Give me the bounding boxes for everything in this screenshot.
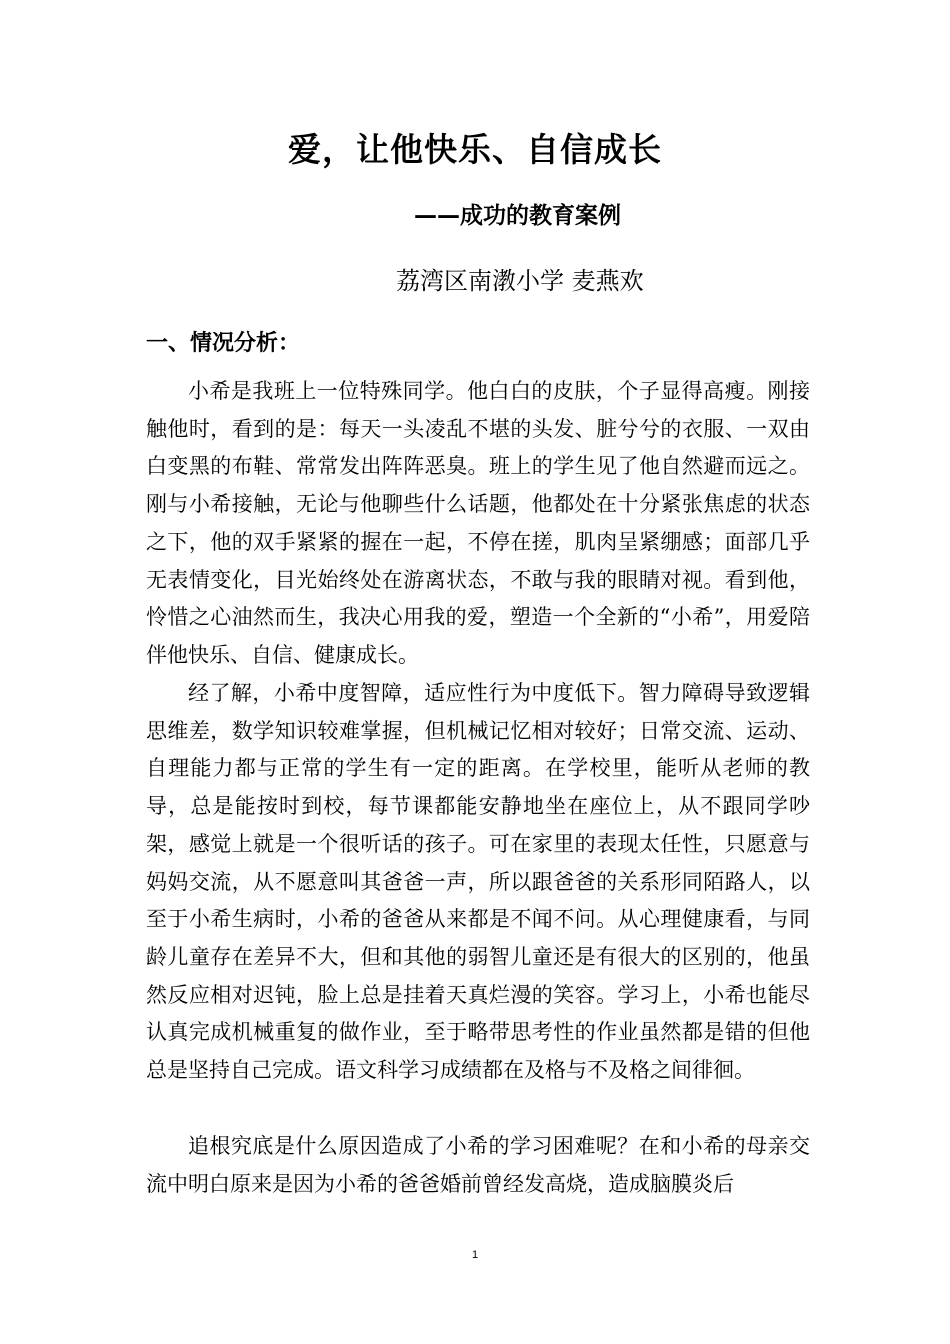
page-number: 1 [471,1249,479,1261]
section-heading: 一、情况分析： [146,331,301,356]
document-subtitle: ——成功的教育案例 [414,203,621,229]
paragraph-block-3 [146,1128,810,1203]
paragraph: 小希是我班上一位特殊同学。他白白的皮肤，个子显得高瘦。刚接触他时，看到的是：每天一头凌乱不堪的头发、脏兮兮的衣服、一双由白变黑的布鞋、常常发出阵阵恶臭。班上的学生见了他自然避而远之。刚与小希接触，无论与他聊些什么话题，他都处在十分紧张焦虑的状态之下，他的双手紧紧的握在一起，不停在搓，肌肉呈紧绷感；面部几乎无表情变化，目光始终处在游离状态，不敢与我的眼睛对视。看到他，怜惜之心油然而生，我决心用我的爱，塑造一个全新的“小希”，用爱陪伴他快乐、自信、健康成长。 [146,379,810,667]
paragraph: 追根究底是什么原因造成了小希的学习困难呢？在和小希的母亲交流中明白原来是因为小希的爸爸婚前曾经发高烧，造成脑膜炎后 [146,1134,810,1196]
paragraph: 经了解，小希中度智障，适应性行为中度低下。智力障碍导致逻辑思维差，数学知识较难掌握，但机械记忆相对较好；日常交流、运动、自理能力都与正常的学生有一定的距离。在学校里，能听从老师的教导，总是能按时到校，每节课都能安静地坐在座位上，从不跟同学吵架，感觉上就是一个很听话的孩子。可在家里的表现太任性，只愿意与妈妈交流，从不愿意叫其爸爸一声，所以跟爸爸的关系形同陌路人，以至于小希生病时，小希的爸爸从来都是不闻不问。从心理健康看，与同龄儿童存在差异不大，但和其他的弱智儿童还是有很大的区别的，他虽然反应相对迟钝，脸上总是挂着天真烂漫的笑容。学习上，小希也能尽认真完成机械重复的做作业，至于略带思考性的作业虽然都是错的但他总是坚持自己完成。语文科学习成绩都在及格与不及格之间徘徊。 [146,681,810,1083]
paragraph-block-2 [146,675,810,1090]
paragraph-block-1 [146,373,810,675]
document-title: 爱，让他快乐、自信成长 [288,130,662,169]
author-line: 荔湾区南漖小学 麦燕欢 [396,267,644,295]
